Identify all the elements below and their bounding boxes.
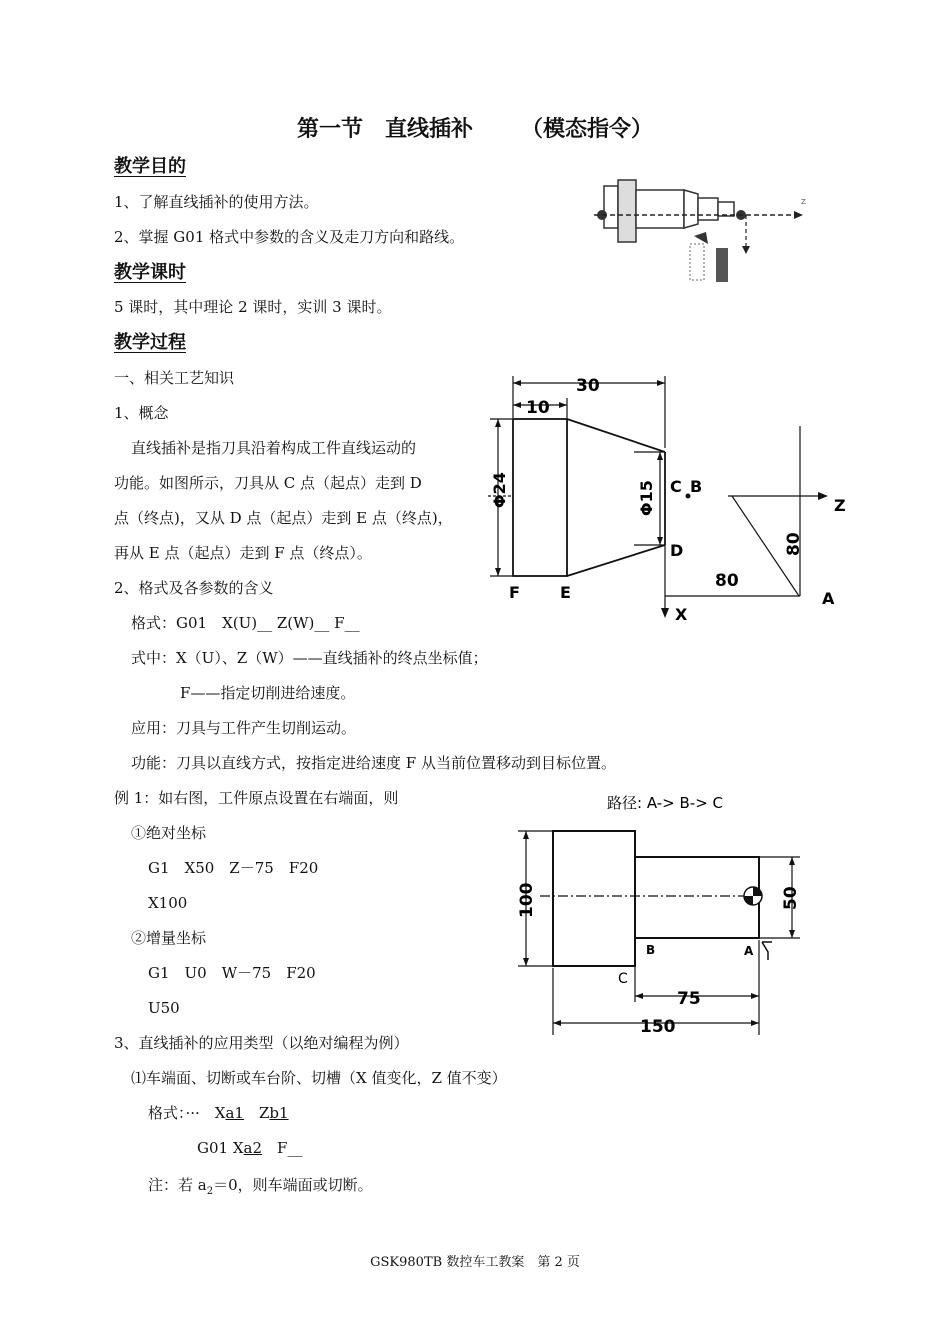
incremental-code-2: U50 bbox=[148, 999, 180, 1017]
goal-item-1: 1、了解直线插补的使用方法。 bbox=[114, 193, 319, 211]
label-E: E bbox=[560, 583, 571, 602]
tool-tip bbox=[762, 942, 772, 960]
type-1-format-line-2: G01 Xa2 F__ bbox=[197, 1139, 303, 1157]
taper-bottom bbox=[567, 545, 665, 576]
figure-2-example bbox=[510, 790, 810, 1040]
dia-24: Φ24 bbox=[490, 472, 509, 508]
label-A: A bbox=[744, 944, 754, 958]
explanation-line-1: 式中：X（U）、Z（W）——直线插补的终点坐标值； bbox=[131, 649, 488, 667]
dim-100: 100 bbox=[517, 882, 537, 918]
concept-heading: 1、概念 bbox=[114, 404, 169, 422]
example-1-line: 例 1：如右图，工件原点设置在右端面，则 bbox=[114, 789, 399, 807]
label-Z: Z bbox=[834, 496, 846, 515]
section-3-heading: 3、直线插补的应用类型（以绝对编程为例） bbox=[114, 1034, 409, 1052]
lathe-illustration bbox=[594, 178, 814, 288]
absolute-label: ①绝对坐标 bbox=[131, 824, 207, 842]
dim-30: 30 bbox=[576, 376, 600, 396]
concept-line-1: 直线插补是指刀具沿着构成工件直线运动的 bbox=[131, 439, 417, 457]
figure-1-interpolation bbox=[484, 368, 864, 628]
label-X: X bbox=[675, 605, 688, 624]
hours-text: 5 课时，其中理论 2 课时，实训 3 课时。 bbox=[114, 298, 392, 316]
type-1-note: 注：若 $a_2=0$，则车端面或切断。 bbox=[148, 1176, 373, 1197]
process-heading: 教学过程 bbox=[114, 332, 186, 353]
large-step bbox=[553, 831, 635, 966]
function-line: 功能：刀具以直线方式，按指定进给速度 F 从当前位置移动到目标位置。 bbox=[131, 754, 616, 772]
small-step bbox=[635, 857, 759, 938]
svg-text:Z: Z bbox=[801, 198, 806, 206]
application-line: 应用：刀具与工件产生切削运动。 bbox=[131, 719, 357, 737]
incremental-label: ②增量坐标 bbox=[131, 929, 207, 947]
concept-line-3: 点（终点)，又从 D 点（起点）走到 E 点（终点)， bbox=[114, 509, 453, 527]
path-label: 路径: A-> B-> C bbox=[607, 794, 724, 812]
page-title: 第一节 直线插补 （模态指令） bbox=[296, 117, 654, 142]
dim-80-vertical: 80 bbox=[784, 532, 804, 556]
dia-15: Φ15 bbox=[637, 480, 656, 516]
label-F: F bbox=[509, 583, 520, 602]
taper-top bbox=[567, 419, 665, 452]
label-C: C bbox=[670, 477, 682, 496]
format-heading: 2、格式及各参数的含义 bbox=[114, 579, 274, 597]
type-1-heading: ⑴车端面、切断或车台阶、切槽（X 值变化，Z 值不变） bbox=[131, 1069, 507, 1087]
dim-10: 10 bbox=[526, 398, 550, 418]
label-B: B bbox=[646, 943, 656, 957]
hours-heading: 教学课时 bbox=[114, 262, 186, 283]
format-line: 格式：G01 X(U)__ Z(W)__ F__ bbox=[131, 614, 360, 632]
explanation-line-2: F——指定切削进给速度。 bbox=[180, 684, 356, 702]
dim-50: 50 bbox=[781, 886, 801, 910]
dim-80-horizontal: 80 bbox=[715, 571, 739, 591]
type-1-format-line-1: 格式：··· Xa1 Zb1 bbox=[148, 1104, 289, 1122]
large-cylinder bbox=[513, 419, 567, 576]
label-C: C bbox=[618, 971, 628, 987]
concept-line-2: 功能。如图所示，刀具从 C 点（起点）走到 D bbox=[114, 474, 422, 492]
dim-150: 150 bbox=[640, 1017, 676, 1037]
absolute-code-2: X100 bbox=[148, 894, 188, 912]
goal-heading: 教学目的 bbox=[114, 156, 186, 177]
page-footer: GSK980TB 数控车工教案 第 2 页 bbox=[370, 1255, 580, 1270]
dim-75: 75 bbox=[677, 989, 701, 1009]
concept-line-4: 再从 E 点（起点）走到 F 点（终点）。 bbox=[114, 544, 372, 562]
section-1-heading: 一、相关工艺知识 bbox=[114, 369, 235, 387]
label-B: B bbox=[690, 477, 703, 496]
incremental-code-1: G1 U0 W－75 F20 bbox=[148, 964, 316, 982]
label-D: D bbox=[670, 541, 684, 560]
label-A: A bbox=[822, 589, 835, 608]
goal-item-2: 2、掌握 G01 格式中参数的含义及走刀方向和路线。 bbox=[114, 228, 465, 246]
absolute-code-1: G1 X50 Z－75 F20 bbox=[148, 859, 319, 877]
